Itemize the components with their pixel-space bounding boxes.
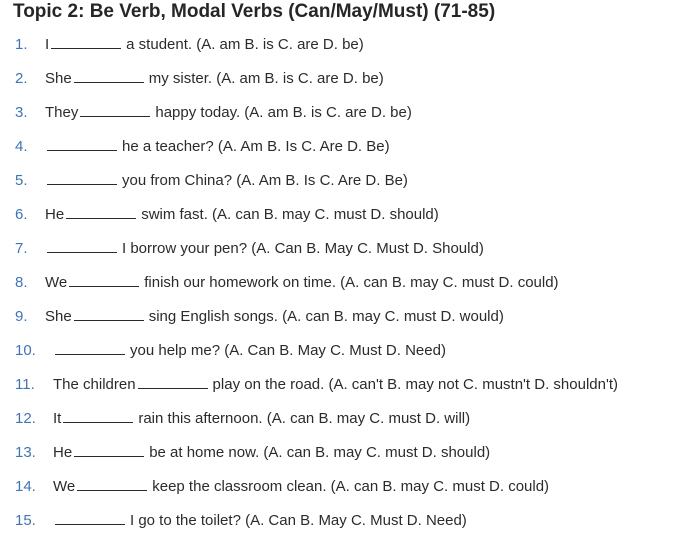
question-text: he a teacher? (A. Am B. Is C. Are D. Be)	[122, 138, 390, 155]
question-item	[15, 238, 484, 260]
answer-blank[interactable]	[138, 374, 208, 389]
answer-blank[interactable]	[74, 442, 144, 457]
question-number: 14.	[15, 478, 36, 495]
answer-blank[interactable]	[74, 306, 144, 321]
question-number: 1.	[15, 36, 28, 53]
question-text: play on the road. (A. can't B. may not C. mustn't D. shouldn't)	[212, 376, 618, 393]
question-number: 10.	[15, 342, 36, 359]
question-text: sing English songs. (A. can B. may C. must D. would)	[148, 308, 504, 325]
question-item	[15, 34, 364, 56]
question-item	[15, 340, 446, 362]
question-subject: She	[45, 70, 72, 87]
question-text: a student. (A. am B. is C. are D. be)	[126, 36, 364, 53]
answer-blank[interactable]	[63, 408, 133, 423]
answer-blank[interactable]	[66, 204, 136, 219]
answer-blank[interactable]	[47, 170, 117, 185]
question-item	[15, 306, 504, 328]
answer-blank[interactable]	[74, 68, 144, 83]
answer-blank[interactable]	[55, 340, 125, 355]
question-number: 11.	[15, 376, 35, 393]
answer-blank[interactable]	[51, 34, 121, 49]
question-subject: I	[45, 36, 50, 53]
page-title: Topic 2: Be Verb, Modal Verbs (Can/May/Must) (71-85)	[13, 1, 496, 22]
answer-blank[interactable]	[77, 476, 147, 491]
question-text: you from China? (A. Am B. Is C. Are D. Be)	[122, 172, 408, 189]
question-text: swim fast. (A. can B. may C. must D. should)	[141, 206, 439, 223]
question-text: be at home now. (A. can B. may C. must D. should)	[149, 444, 491, 461]
question-subject: They	[45, 104, 79, 121]
answer-blank[interactable]	[55, 510, 125, 525]
answer-blank[interactable]	[80, 102, 150, 117]
question-subject: He	[45, 206, 65, 223]
question-item	[15, 510, 467, 532]
question-item	[15, 374, 618, 396]
question-text: you help me? (A. Can B. May C. Must D. Need)	[130, 342, 446, 359]
question-subject: We	[45, 274, 68, 291]
question-subject: He	[53, 444, 73, 461]
question-number: 8.	[15, 274, 28, 291]
question-subject: The children	[53, 376, 136, 393]
question-number: 5.	[15, 172, 28, 189]
question-item	[15, 102, 412, 124]
question-number: 12.	[15, 410, 36, 427]
question-text: finish our homework on time. (A. can B. may C. must D. could)	[144, 274, 559, 291]
question-text: rain this afternoon. (A. can B. may C. must D. will)	[138, 410, 471, 427]
question-number: 3.	[15, 104, 28, 121]
question-subject: We	[53, 478, 76, 495]
question-number: 15.	[15, 512, 36, 529]
question-item	[15, 442, 490, 464]
answer-blank[interactable]	[69, 272, 139, 287]
question-item	[15, 272, 559, 294]
question-number: 13.	[15, 444, 36, 461]
question-number: 7.	[15, 240, 28, 257]
question-number: 6.	[15, 206, 28, 223]
question-item	[15, 170, 408, 192]
question-text: happy today. (A. am B. is C. are D. be)	[155, 104, 412, 121]
question-item	[15, 476, 549, 498]
question-text: I borrow your pen? (A. Can B. May C. Must D. Should)	[122, 240, 484, 257]
question-item	[15, 204, 439, 226]
question-item	[15, 68, 384, 90]
question-number: 4.	[15, 138, 28, 155]
question-item	[15, 136, 390, 158]
question-subject: She	[45, 308, 72, 325]
answer-blank[interactable]	[47, 238, 117, 253]
question-number: 9.	[15, 308, 28, 325]
question-text: keep the classroom clean. (A. can B. may C. must D. could)	[152, 478, 550, 495]
answer-blank[interactable]	[47, 136, 117, 151]
question-number: 2.	[15, 70, 28, 87]
question-text: I go to the toilet? (A. Can B. May C. Must D. Need)	[130, 512, 467, 529]
question-subject: It	[53, 410, 62, 427]
question-item	[15, 408, 470, 430]
question-text: my sister. (A. am B. is C. are D. be)	[148, 70, 384, 87]
